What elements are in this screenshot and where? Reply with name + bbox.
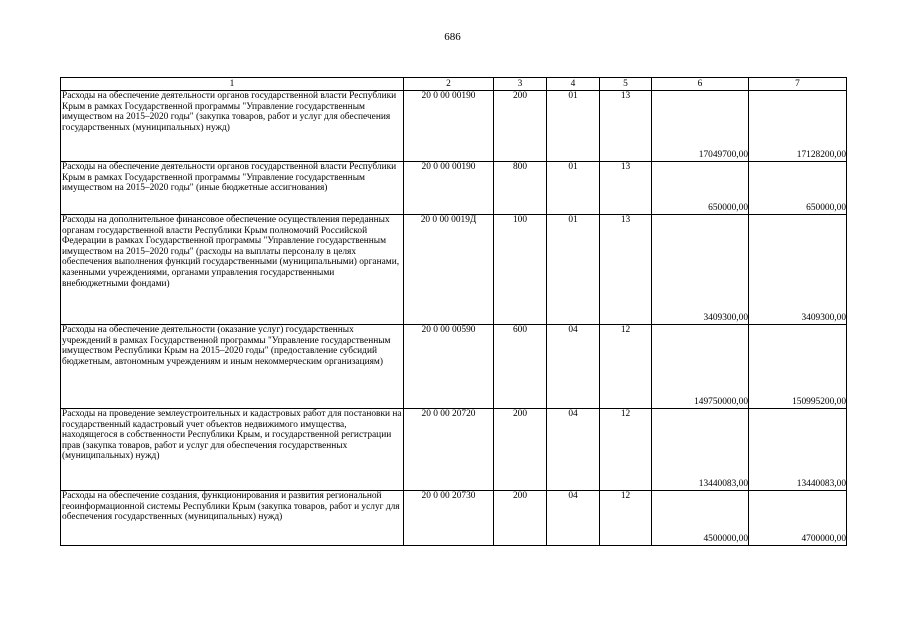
target-code: 20 0 00 00190: [404, 91, 494, 162]
expense-type: 800: [494, 162, 547, 215]
table-row: [61, 215, 847, 325]
expense-type: 200: [494, 91, 547, 162]
target-code: 20 0 00 00190: [404, 162, 494, 215]
row-description: Расходы на дополнительное финансовое обеспечение осуществления переданных органам государственной власти Республики Крым полномочий Российской Федерации в рамках Государственной программы "Управление государственным имуществом на 2015–2020 годы" (расходы на выплаты персоналу в целях обеспечения выполнения функций государственными (муниципальными) органами, казенными учреждениями, органами управления государственными внебюджетными фондами): [61, 215, 404, 325]
subsection-code: 12: [600, 491, 652, 546]
column-header: 3: [494, 78, 547, 91]
amount-col-6: 3409300,00: [652, 215, 749, 325]
section-code: 04: [547, 409, 600, 491]
subsection-code: 13: [600, 215, 652, 325]
amount-col-7: 4700000,00: [749, 491, 847, 546]
section-code: 01: [547, 215, 600, 325]
subsection-code: 12: [600, 409, 652, 491]
section-code: 01: [547, 162, 600, 215]
section-code: 04: [547, 325, 600, 409]
amount-col-7: 3409300,00: [749, 215, 847, 325]
header-row: [61, 78, 847, 91]
row-description: Расходы на обеспечение деятельности органов государственной власти Республики Крым в рамках Государственной программы "Управление государственным имуществом на 2015–2020 годы" (закупка товаров, работ и услуг для обеспечения государственных (муниципальных) нужд): [61, 91, 404, 162]
subsection-code: 13: [600, 162, 652, 215]
expense-type: 200: [494, 409, 547, 491]
section-code: 01: [547, 91, 600, 162]
row-description: Расходы на обеспечение создания, функционирования и развития региональной геоинформационной системы Республики Крым (закупка товаров, работ и услуг для обеспечения государственных (муниципальных) нужд): [61, 491, 404, 546]
amount-col-6: 650000,00: [652, 162, 749, 215]
amount-col-7: 17128200,00: [749, 91, 847, 162]
amount-col-6: 149750000,00: [652, 325, 749, 409]
subsection-code: 13: [600, 91, 652, 162]
section-code: 04: [547, 491, 600, 546]
budget-table: [60, 77, 847, 546]
table-row: [61, 162, 847, 215]
column-header: 5: [600, 78, 652, 91]
column-header: 7: [749, 78, 847, 91]
amount-col-6: 13440083,00: [652, 409, 749, 491]
column-header: 4: [547, 78, 600, 91]
amount-col-7: 650000,00: [749, 162, 847, 215]
target-code: 20 0 00 00590: [404, 325, 494, 409]
amount-col-6: 17049700,00: [652, 91, 749, 162]
target-code: 20 0 00 20730: [404, 491, 494, 546]
row-description: Расходы на обеспечение деятельности (оказание услуг) государственных учреждений в рамках Государственной программы "Управление государственным имуществом Республики Крым на 2015–2020 годы" (предоставление субсидий бюджетным, автономным учреждениям и иным некоммерческим организациям): [61, 325, 404, 409]
subsection-code: 12: [600, 325, 652, 409]
column-header: 1: [61, 78, 404, 91]
table-row: [61, 91, 847, 162]
row-description: Расходы на проведение землеустроительных и кадастровых работ для постановки на государственный кадастровый учет объектов недвижимого имущества, находящегося в собственности Республики Крым, и государственной регистрации прав (закупка товаров, работ и услуг для обеспечения государственных (муниципальных) нужд): [61, 409, 404, 491]
amount-col-7: 150995200,00: [749, 325, 847, 409]
amount-col-6: 4500000,00: [652, 491, 749, 546]
target-code: 20 0 00 20720: [404, 409, 494, 491]
target-code: 20 0 00 0019Д: [404, 215, 494, 325]
expense-type: 200: [494, 491, 547, 546]
amount-col-7: 13440083,00: [749, 409, 847, 491]
row-description: Расходы на обеспечение деятельности органов государственной власти Республики Крым в рамках Государственной программы "Управление государственным имуществом на 2015–2020 годы" (иные бюджетные ассигнования): [61, 162, 404, 215]
table-row: [61, 409, 847, 491]
expense-type: 600: [494, 325, 547, 409]
column-header: 2: [404, 78, 494, 91]
expense-type: 100: [494, 215, 547, 325]
column-header: 6: [652, 78, 749, 91]
table-row: [61, 491, 847, 546]
table-row: [61, 325, 847, 409]
page-number: 686: [444, 31, 461, 43]
